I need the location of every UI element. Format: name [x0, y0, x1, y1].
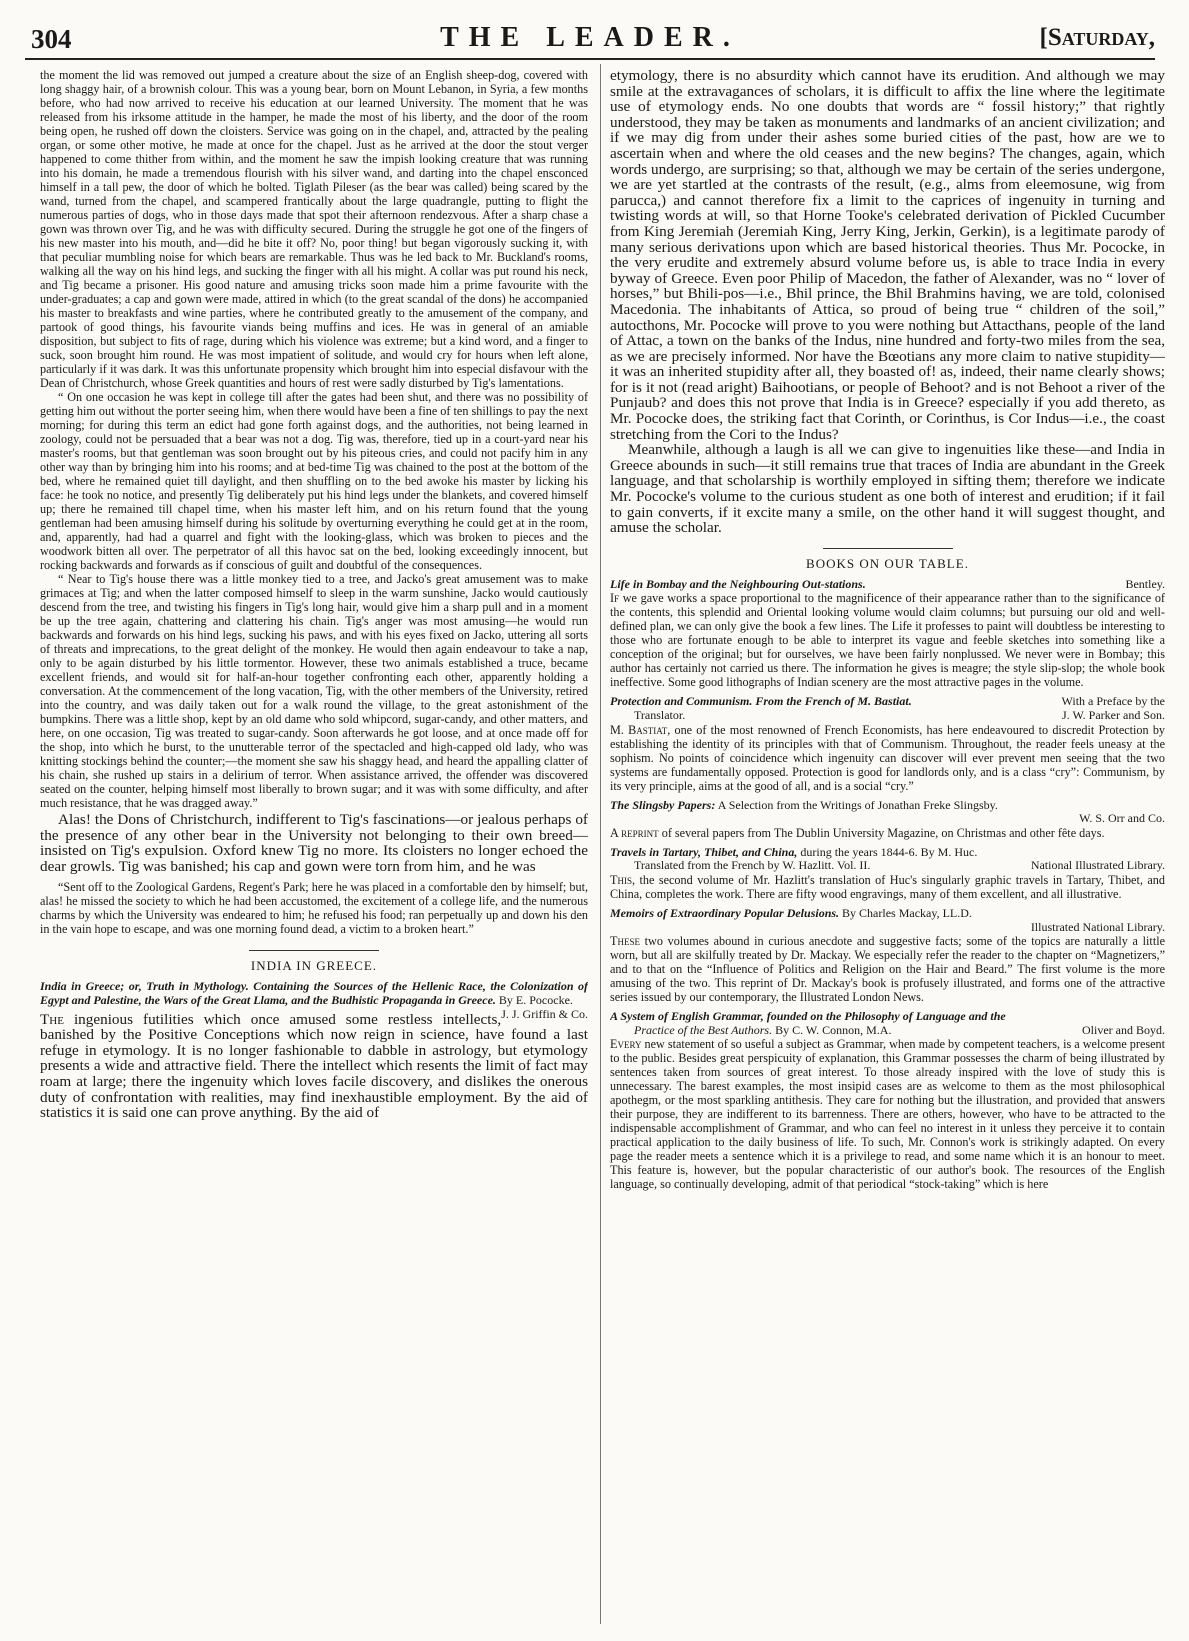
heading-rule	[823, 548, 953, 549]
masthead-title: THE LEADER.	[440, 22, 740, 53]
paragraph-text: we gave works a space proportional to the magnificence of their appearance rather than to the significance of the contents, this splendid and Oriental looking volume would claim columns; but pursuing our old and well-defined plan, we can only give the book a few lines. The Life it professes to paint will doubtless be interesting to those who are fortunate enough to be able to interpret its vague and feeble sketches into something like a conception of the original; but for ourselves, we have been fairly nonplussed. We never were in Bombay; this author has certainly not carried us there. The information he gives is meagre; the style slip-slop; the whole book ineffective. Some good lithographs of Indian scenery are the most attractive pages in the volume.	[610, 591, 1165, 690]
book-review	[610, 591, 1165, 689]
book-subline-text: Practice of the Best Authors.	[634, 1022, 773, 1037]
book-title-text: Travels in Tartary, Thibet, and China,	[610, 844, 798, 859]
left-column	[40, 68, 588, 1628]
book-title-text: India in Greece; or, Truth in Mythology. Containing the Sources of the Hellenic Race, the Colonization of Egypt and Palestine, the Wars of the Great Llama, and the Budhistic Propaganda in Greece.	[40, 979, 588, 1007]
book-publisher: Bentley.	[1125, 576, 1165, 591]
book-review	[610, 873, 1165, 901]
book-publisher: J. W. Parker and Son.	[1062, 708, 1165, 722]
drop-word: These	[610, 934, 640, 949]
book-entry-title	[610, 578, 1165, 592]
book-entry-title	[610, 695, 1165, 709]
book-subline-text: Translator.	[634, 708, 686, 722]
article-paragraph: the moment the lid was removed out jumped a creature about the size of an English sheep-dog, covered with long shaggy hair, of a brownish colour. This was a young bear, born on Mount Lebanon, in Syria, a few months before, who had now arrived to receive his education at our learned University. The moment that he was released from his irksome attitude in the hamper, he made the most of his liberty, and the door of the room being open, he rushed off down the cloisters. Service was going on in the chapel, and, attracted by the pealing organ, or some other motive, he made at once for the chapel. Just as he arrived at the door the stout verger happened to come thither from within, and the moment he saw the impish looking creature that was running into his domain, he made a tremendous flourish with his silver wand, and darting into the chapel ensconced himself in a tall pew, the door of which he bolted. Tiglath Pileser (as the bear was called) being scared by the wand, turned from the chapel, and scampered frantically about the large quadrangle, putting to flight the numerous parties of dogs, who in those days made that spot their afternoon rendezvous. After a sharp chase a gown was thrown over Tig, and he was with difficulty secured. During the struggle he got one of the fingers of his new master into his mouth, and—did he bite it off? No, poor thing! but began vigorously sucking it, with that peculiar mumbling noise for which bears are remarkable. Thus was he led back to Mr. Buckland's rooms, walking all the way on his hind legs, and sucking the finger with all his might. A collar was put round his neck, and Tig became a prisoner. His good nature and amusing tricks soon made him a prime favourite with the under-graduates; a cap and gown were made, attired in which (to the great scandal of the dons) he accompanied his master to breakfasts and wine parties, where he contributed greatly to the amusement of the company, and partook of good things, his favourite viands being muffins and ices. He was in general of an amiable disposition, but subject to fits of rage, during which his violence was extreme; but a kind word, and a finger to suck, soon brought him round. He was most impatient of solitude, and would cry for hours when left alone, particularly if it was dark. It was this unfortunate propensity which brought him into especial disfavour with the Dean of Christchurch, whose Greek quantities and hours of rest were sadly disturbed by Tig's lamentations.	[40, 68, 588, 390]
book-entry-title	[610, 799, 1165, 813]
book-entry-subline	[610, 1024, 1165, 1038]
book-entry-title	[610, 846, 1165, 860]
book-entry-subline	[610, 921, 1165, 935]
drop-word: A reprint	[610, 825, 659, 840]
book-title-text: Memoirs of Extraordinary Popular Delusions.	[610, 905, 840, 920]
book-review	[610, 723, 1165, 793]
drop-word: M. Bastiat,	[610, 722, 671, 737]
book-publisher: With a Preface by the	[1061, 694, 1165, 709]
column-divider	[600, 64, 601, 1624]
book-entry-title	[610, 907, 1165, 921]
drop-word: Every	[610, 1037, 642, 1052]
paragraph-text: the second volume of Mr. Hazlitt's translation of Huc's singularly graphic travels in Tartary, Thibet, and China, completes the work. There are fifty wood engravings, many of them excellent, and all illustrative.	[610, 872, 1165, 901]
book-entry-subline	[610, 709, 1165, 723]
book-author: By E. Pococke.	[498, 992, 573, 1007]
right-column	[610, 68, 1165, 1628]
article-paragraph: “ Near to Tig's house there was a little monkey tied to a tree, and Jacko's great amusement was to make grimaces at Tig; and when the latter composed himself to sleep in the warm sunshine, Jacko would cautiously descend from the tree, and twisting his fingers in Tig's long hair, would give him a sharp pull and in a moment be up the tree again, chattering and clattering his chain. Tig's anger was most amusing—he would run backwards and forwards on his hind legs, sucking his paws, and with his eyes fixed on Jacko, uttering all sorts of threats and imprecations, to the great delight of the monkey. He would then again endeavour to take a nap, only to be again disturbed by his little tormentor. However, these two animals established a truce, became excellent friends, and would sit for half-an-hour together confronting each other, apparently holding a conversation. At the commencement of the long vacation, Tig, with the other members of the University, retired into the country, and was daily taken out for a walk round the village, to the great astonishment of the bumpkins. There was a little shop, kept by an old dame who sold whipcord, sugar-candy, and other matters, and here, on one occasion, Tig was treated to sugar-candy. Soon afterwards he got loose, and at once made off for the shop, into which he burst, to the unutterable terror of the spectacled and high-capped old lady, who was knitting stockings behind the counter;—the moment she saw his shaggy head, and heard the appalling clatter of his chain, she rushed up stairs in a delirium of terror. When assistance arrived, the offender was discovered seated on the counter, helping himself most liberally to brown sugar; and it was with some difficulty, and after much resistance, that he was dragged away.”	[40, 572, 588, 810]
book-entry-subline	[610, 812, 1165, 826]
books-heading: BOOKS ON OUR TABLE.	[806, 555, 969, 571]
section-heading	[40, 950, 588, 974]
book-subline-text: Translated from the French by W. Hazlitt. Vol. II.	[634, 858, 871, 873]
article-paragraph	[40, 1012, 588, 1121]
book-title-text: Protection and Communism. From the French of M. Bastiat.	[610, 694, 912, 709]
book-review	[610, 934, 1165, 1004]
drop-word: The	[40, 1010, 64, 1028]
article-paragraph: “Sent off to the Zoological Gardens, Regent's Park; here he was placed in a comfortable den by himself; but, alas! he missed the society to which he had been accustomed, the excitement of a college life, and the numerous charms by which the University was endeared to him; he refused his food; ran perpetually up and down his den in the vain hope to escape, and was one morning found dead, a victim to a broken heart.”	[40, 880, 588, 937]
book-publisher: Oliver and Boyd.	[1082, 1022, 1165, 1037]
book-review	[610, 1037, 1165, 1191]
book-subtitle: A Selection from the Writings of Jonathan Freke Slingsby.	[717, 797, 998, 812]
india-heading: INDIA IN GREECE.	[250, 958, 378, 974]
book-subtitle: By Charles Mackay, LL.D.	[842, 905, 972, 920]
book-publisher: Illustrated National Library.	[1030, 919, 1165, 934]
book-entry-title	[610, 1010, 1165, 1024]
drop-word: This,	[610, 872, 635, 887]
page-number: 304	[31, 24, 72, 54]
book-title-text: Life in Bombay and the Neighbouring Out-stations.	[610, 576, 866, 591]
book-publisher: National Illustrated Library.	[1030, 858, 1165, 873]
book-publisher: W. S. Orr and Co.	[1079, 811, 1165, 826]
paragraph-text: two volumes abound in curious anecdote and suggestive facts; some of the topics are naturally a little worn, but all are skilfully treated by Dr. Mackay. We especially refer the reader to the chapter on “Magnetizers,” and to that on the “Influence of Politics and Religion on the Hair and Beard.” The first volume is the more amusing of the two. This reprint of Dr. Mackay's book is profusely illustrated, and forms one of the attractive series issued by our contemporary, the Illustrated London News.	[610, 934, 1165, 1005]
article-paragraph: “ On one occasion he was kept in college till after the gates had been shut, and there was no possibility of getting him out without the porter seeing him, when there would have been a fine of ten shillings to pay the next morning; for during this term an edict had gone forth against dogs, and the authorities, not being learned in zoology, could not be persuaded that a bear was not a dog. Tig was, therefore, tied up in a court-yard near his master's rooms, but that gentleman was soon brought out by his piteous cries, and could not pacify him in any other way than by bringing him into his rooms; and at bed-time Tig was chained to the post at the bottom of the bed, where he remained quiet till daylight, and then shuffling on to the bed awoke his master by licking his face: he took no notice, and presently Tig deliberately put his hind legs under the blankets, and covered himself up; there he remained till chapel time, when his master left him, and on his return found that the young gentleman had been amusing himself during his solitude by overturning everything he could get at in the room, and, apparently, had had a quarrel and fight with the looking-glass, which was broken to pieces and the woodwork bitten all over. The perpetrator of all this havoc sat on the bed, looking exceedingly innocent, but rocking backwards and forwards as if conscious of guilt and doubtful of the consequences.	[40, 390, 588, 572]
article-paragraph: etymology, there is no absurdity which cannot have its erudition. And although we may smile at the extravagances of scholars, it is difficult to affix the line where the legitimate use of etymology ends. No one doubts that words are “ fossil history;” that rightly understood, they may be taken as monuments and landmarks of an ancient civilization; and if we may dig from under their ashes some buried cities of the past, how are we to ascertain when and where the old ceases and the new begins? The changes, again, which words undergo, are surprising; so that, although we may be certain of the series undergone, we are yet startled at the contrasts of the result, (e.g., alms from eleemosune, wig from parucca,) and cannot therefore fix a limit to the caprices of ingenuity in turning and twisting words at will, so that Horne Tooke's celebrated derivation of Pickled Cucumber from King Jeremiah (Jeremiah King, Jerry King, Jerkin, Gerkin), is a legitimate parody of many serious derivations upon which are based historical theories. Thus Mr. Pococke, in the very erudite and extremely absurd volume before us, is able to trace India in every byway of Greece. Even poor Philip of Macedon, the father of Alexander, was no “ lover of horses,” but Bhili-pos—i.e., Bhil prince, the Bhil Brahmins having, we are told, colonised Macedonia. The inhabitants of Attica, so proud of being true “ children of the soil,” autocthons, Mr. Pococke will prove to you were nothing but Attacthans, people of the land of Attac, a town on the banks of the Indus, nine hundred and forty-two miles from the sea, as we are precisely informed. Nor have the Bœotians any more claim to native stupidity—it was an inherited stupidity after all, they boasted of! as, indeed, their name clearly shows; for is it not (read aright) Baihootians, or people of Behoot? and is not Behoot a river of the Punjaub? and does this not prove that India is in Greece? especially if you add thereto, as Mr. Pococke does, the striking fact that Corinth, or Corinthus, is Cor Indus—i.e., the coast stretching from the Cori to the Indus?	[610, 68, 1165, 443]
book-review	[610, 826, 1165, 840]
book-subtitle: By C. W. Connon, M.A.	[775, 1022, 892, 1037]
book-title-text: A System of English Grammar, founded on the Philosophy of Language and the	[610, 1009, 1006, 1024]
book-subtitle: during the years 1844-6. By M. Huc.	[800, 844, 978, 859]
review-book-title	[40, 979, 588, 1021]
paragraph-text: ingenious futilities which once amused some restless intellects, banished by the Positive Conceptions which now reign in science, have found a last refuge in etymology. It is no longer fashionable to dabble in astrology, but etymology presents a wide and attractive field. There the intellect which resents the limit of fact may roam at large; there the ingenuity which loves facile discovery, and dislikes the onerous duty of confrontation with realities, may find inexhaustible employment. By the aid of statistics it is said one can prove anything. By the aid of	[40, 1010, 588, 1122]
article-paragraph: Meanwhile, although a laugh is all we can give to ingenuities like these—and India in Greece abounds in such—it still remains true that traces of India are abundant in the Greek language, and that scholarship is worthily employed in sifting them; therefore we indicate Mr. Pococke's volume to the curious student as one both of interest and erudition; if it fail to gain converts, if it excite many a smile, on the other hand it will suggest thought, and amuse the scholar.	[610, 441, 1165, 537]
book-publisher: J. J. Griffin & Co.	[501, 1006, 588, 1021]
book-entry-subline	[610, 859, 1165, 873]
paragraph-text: one of the most renowned of French Economists, has here endeavoured to discredit Protection by establishing the identity of its principles with that of Communism. Throughout, the reader feels uneasy at the sophism. No points of coincidence which ingenuity can discover will ever prevent men seeing that the two systems are fundamentally opposed. Protection is good for landlords only, and is a class “cry”: Communism, by its very principle, aims at the good of all, and is a social “cry.”	[610, 722, 1165, 793]
article-paragraph: Alas! the Dons of Christchurch, indifferent to Tig's fascinations—or jealous perhaps of the presence of any other bear in the University not belonging to their own breed—insisted on Tig's expulsion. Oxford knew Tig no more. Its cloisters no longer echoed the dear growls. Tig was banished; his cap and gown were torn from him, and he was	[40, 811, 588, 875]
heading-rule	[249, 950, 379, 951]
page-header	[25, 18, 1155, 60]
book-title-text: The Slingsby Papers:	[610, 797, 716, 812]
section-heading	[610, 548, 1165, 572]
day-label: [Saturday,	[1039, 24, 1155, 51]
drop-word: If	[610, 591, 620, 606]
paragraph-text: new statement of so useful a subject as Grammar, when made by competent teachers, is a welcome present to the public. Besides great perspicuity of explanation, this Grammar possesses the charm of being illustrated by sentences taken from sources of great interest. To those already inspired with the love of study this is unnecessary. The barest examples, the most insipid cases are as welcome to them as the most philosophical apothegm, or the most sparkling antithesis. They care for nothing but the illustration, and provided that answers their purpose, they are indifferent to its barrenness. There are others, however, who have to be attracted to the indispensable accomplishment of Grammar, and who can feel no interest in it unless they perceive it to contain practical application to the daily business of life. To such, Mr. Connon's work is strikingly adapted. On every page the reader meets a sentence which it is a privilege to read, and some name which it is an honour to meet. This feature is, however, but the popular characteristic of our author's book. The resources of the English language, so continually developing, admit of that periodical “stock-taking” which is here	[610, 1037, 1165, 1192]
paragraph-text: of several papers from The Dublin University Magazine, on Christmas and other fête days.	[658, 825, 1105, 840]
